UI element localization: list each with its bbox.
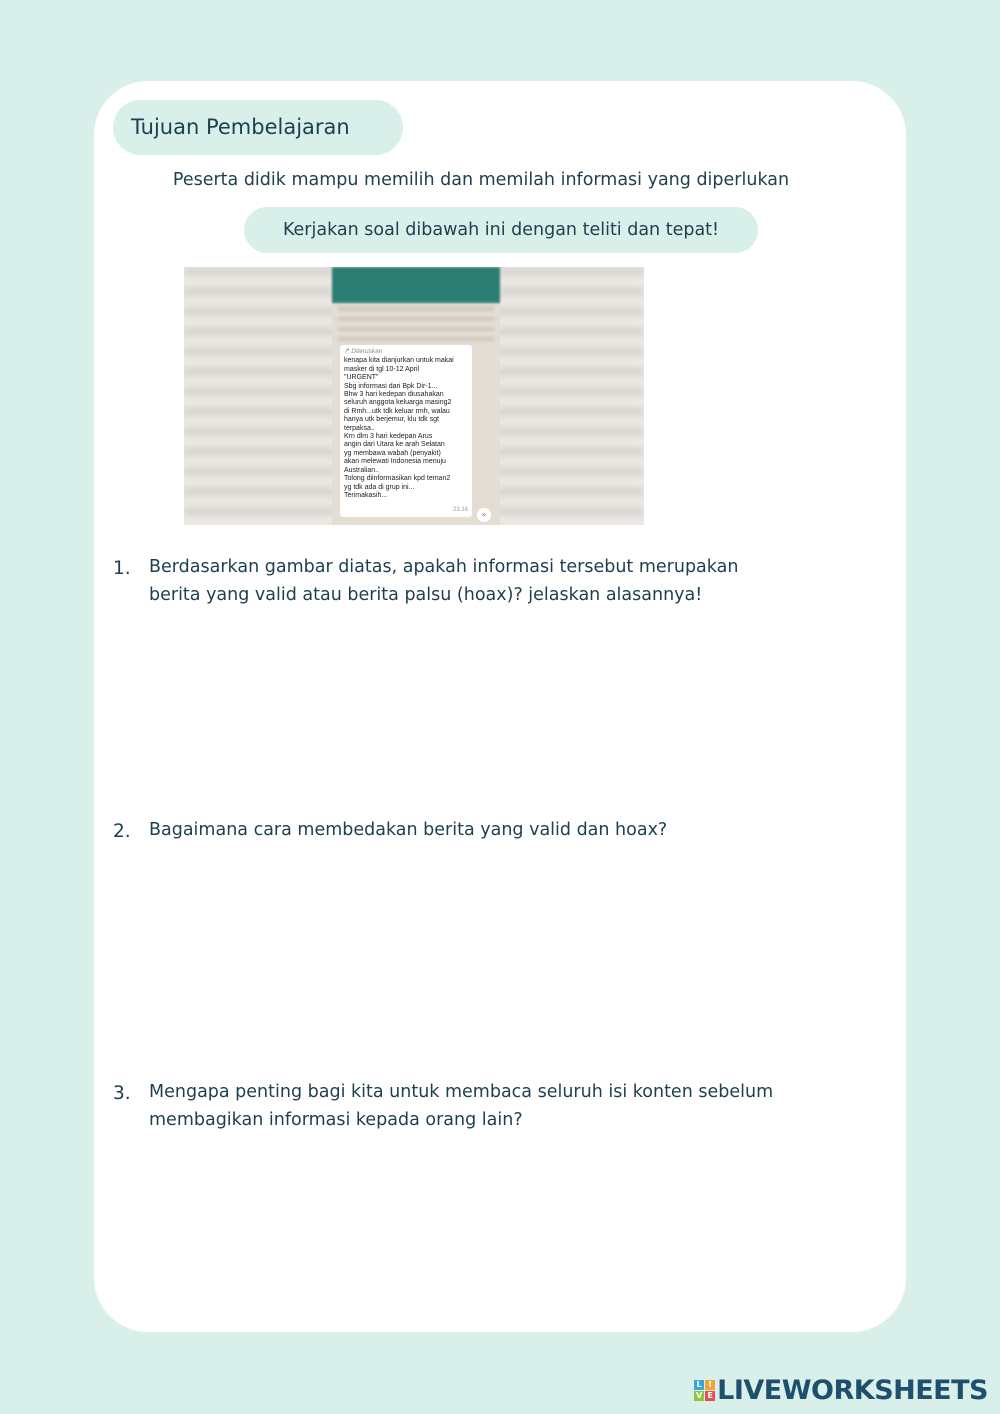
question-text <box>149 553 849 609</box>
message-line: Bhw 3 hari kedepan diusahakan <box>344 391 444 399</box>
message-line: seluruh anggota keluarga masing2 <box>344 399 452 407</box>
objective-text: Peserta didik mampu memilih dan memilah informasi yang diperlukan <box>172 170 790 190</box>
message-line: yg membawa wabah (penyakit) <box>344 449 441 457</box>
question-3 <box>113 1078 853 1138</box>
message-body <box>344 357 468 500</box>
question-2 <box>113 816 853 848</box>
message-line: di Rmh...utk tdk keluar rmh, walau <box>344 407 450 415</box>
logo-letter: I <box>705 1380 715 1390</box>
message-line: masker di tgl 10-12 April <box>344 365 420 373</box>
chat-header-bar <box>332 267 500 303</box>
question-line: membagikan informasi kepada orang lain? <box>149 1110 523 1130</box>
message-line: Sbg informasi dari Bpk Dir-1... <box>344 382 438 390</box>
question-number: 1. <box>113 558 131 579</box>
logo-wordmark: LIVEWORKSHEETS <box>717 1374 988 1406</box>
question-line: Berdasarkan gambar diatas, apakah informasi tersebut merupakan <box>149 557 739 577</box>
logo-letter: V <box>696 1390 703 1400</box>
question-text <box>149 816 849 844</box>
question-line: berita yang valid atau berita palsu (hoax)? jelaskan alasannya! <box>149 585 703 605</box>
logo-letter: L <box>694 1380 704 1390</box>
message-line: Australian.. <box>344 466 380 474</box>
question-line: Mengapa penting bagi kita untuk membaca seluruh isi konten sebelum <box>149 1082 774 1102</box>
question-number: 3. <box>113 1083 131 1104</box>
question-text <box>149 1078 849 1134</box>
question-number: 2. <box>113 821 131 842</box>
forwarded-label: ↱ Diteruskan <box>344 348 383 355</box>
message-line: angin dari Utara ke arah Selatan <box>344 441 445 449</box>
message-line: Tolong diinformasikan kpd teman2 <box>344 475 451 483</box>
message-line: terpaksa.. <box>344 424 375 432</box>
question-line: Bagaimana cara membedakan berita yang valid dan hoax? <box>149 820 668 840</box>
message-line: Krn dlm 3 hari kedepan Arus <box>344 433 433 441</box>
question-1 <box>113 553 853 613</box>
blurred-previous-message <box>338 307 494 345</box>
phone-screen <box>332 267 500 525</box>
chat-message-bubble <box>340 345 472 517</box>
instruction-text: Kerjakan soal dibawah ini dengan teliti dan tepat! <box>244 207 758 253</box>
chat-screenshot-image <box>184 267 644 525</box>
liveworksheets-logo[interactable] <box>694 1373 988 1407</box>
message-line: "URGENT" <box>344 374 379 382</box>
message-line: hanya utk berjemur, klu tdk sgt <box>344 416 439 424</box>
message-line: akan melewati Indonesia menuju <box>344 458 446 466</box>
message-line: Terimakasih... <box>344 491 388 499</box>
message-time: 23.16 <box>452 506 468 513</box>
objective-title: Tujuan Pembelajaran <box>113 100 403 155</box>
logo-mark-icon <box>694 1380 715 1401</box>
message-line: kenapa kita dianjurkan untuk makai <box>344 357 454 365</box>
double-chevron-down-icon[interactable]: » <box>477 508 491 522</box>
logo-letter: E <box>705 1391 715 1401</box>
message-line: yg tdk ada di grup ini... <box>344 483 415 491</box>
